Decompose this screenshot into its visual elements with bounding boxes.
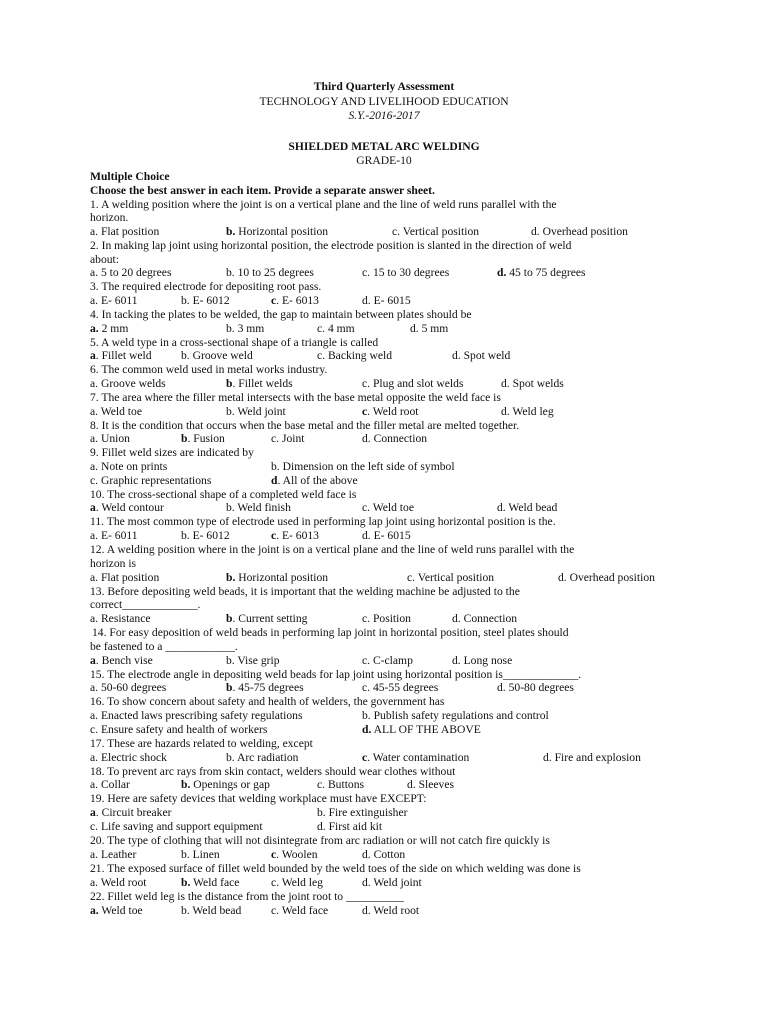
answer-option: c. 45-55 degrees: [362, 681, 439, 694]
answer-option: a. Collar: [90, 778, 130, 791]
answer-option: d. Sleeves: [407, 778, 455, 791]
answer-option: b. Weld face: [181, 876, 240, 889]
question-text: 12. A welding position where in the joint is on a vertical plane and the line of weld runs parallel with the: [90, 543, 575, 556]
question-text: 10. The cross-sectional shape of a completed weld face is: [90, 488, 357, 501]
answer-option: a. Note on prints: [90, 460, 168, 473]
answer-option: c. Weld face: [271, 904, 329, 917]
answer-option: c. Vertical position: [407, 571, 495, 584]
answer-option: a. Weld root: [90, 876, 147, 889]
answer-option: b. Weld finish: [226, 501, 291, 514]
question-text: 9. Fillet weld sizes are indicated by: [90, 446, 254, 459]
answer-option: b. Arc radiation: [226, 751, 299, 764]
answer-option: c. Joint: [271, 432, 305, 445]
answer-option: a. E- 6011: [90, 529, 138, 542]
answer-option: b. Horizontal position: [226, 225, 329, 238]
question-text: horizon is: [90, 557, 137, 570]
answer-option: a. Flat position: [90, 225, 160, 238]
answer-option: c. Woolen: [271, 848, 318, 861]
answer-option: c. E- 6013: [271, 529, 319, 542]
answer-option: d. Weld joint: [362, 876, 422, 889]
question-text: 2. In making lap joint using horizontal position, the electrode position is slanted in the direction of weld: [90, 239, 572, 252]
answer-key-mark: a.: [90, 904, 99, 917]
answer-key-mark: b.: [226, 225, 236, 238]
answer-option: a. Weld contour: [90, 501, 164, 514]
answer-option: c. Position: [362, 612, 411, 625]
question-text: 7. The area where the filler metal intersects with the base metal opposite the weld face is: [90, 391, 501, 404]
answer-option: a. Weld toe: [90, 405, 142, 418]
answer-option: c. Vertical position: [392, 225, 480, 238]
answer-option: a. Leather: [90, 848, 137, 861]
answer-option: c. 4 mm: [317, 322, 355, 335]
answer-option: a. Flat position: [90, 571, 160, 584]
answer-option: a. E- 6011: [90, 294, 138, 307]
question-text: 14. For easy deposition of weld beads in performing lap joint in horizontal position, steel plates should: [92, 626, 569, 639]
answer-option: a. 2 mm: [90, 322, 129, 335]
answer-option: c. Plug and slot welds: [362, 377, 464, 390]
answer-option: c. Weld toe: [362, 501, 414, 514]
answer-option: d. Weld root: [362, 904, 420, 917]
answer-key-mark: a: [90, 654, 96, 667]
answer-option: a. Union: [90, 432, 130, 445]
answer-key-mark: a: [90, 349, 96, 362]
answer-key-mark: d.: [362, 723, 372, 736]
answer-option: a. Electric shock: [90, 751, 167, 764]
question-text: 3. The required electrode for depositing root pass.: [90, 280, 322, 293]
answer-option: c. Ensure safety and health of workers: [90, 723, 268, 736]
question-text: 19. Here are safety devices that welding workplace must have EXCEPT:: [90, 792, 427, 805]
answer-key-mark: c: [362, 751, 368, 764]
answer-option: d. Long nose: [452, 654, 513, 667]
instruction-text: Choose the best answer in each item. Provide a separate answer sheet.: [90, 184, 435, 197]
answer-option: a. 5 to 20 degrees: [90, 266, 172, 279]
answer-key-mark: b: [226, 612, 233, 625]
answer-key-mark: c: [271, 294, 277, 307]
answer-option: d. Connection: [362, 432, 428, 445]
answer-option: b. 3 mm: [226, 322, 265, 335]
answer-option: b. Current setting: [226, 612, 308, 625]
answer-option: c. C-clamp: [362, 654, 413, 667]
question-text: 6. The common weld used in metal works industry.: [90, 363, 328, 376]
answer-option: d. E- 6015: [362, 529, 411, 542]
answer-option: d. ALL OF THE ABOVE: [362, 723, 481, 736]
question-text: 18. To prevent arc rays from skin contact, welders should wear clothes without: [90, 765, 456, 778]
answer-option: d. Connection: [452, 612, 518, 625]
answer-option: d. 45 to 75 degrees: [497, 266, 586, 279]
question-text: 15. The electrode angle in depositing weld beads for lap joint using horizontal position is_____________.: [90, 668, 582, 681]
question-text: 17. These are hazards related to welding, except: [90, 737, 313, 750]
answer-option: c. Life saving and support equipment: [90, 820, 263, 833]
answer-option: d. Spot weld: [452, 349, 511, 362]
answer-option: c. Weld root: [362, 405, 419, 418]
answer-key-mark: c: [362, 405, 368, 418]
question-text: horizon.: [90, 211, 129, 224]
answer-option: d. E- 6015: [362, 294, 411, 307]
question-text: 1. A welding position where the joint is on a vertical plane and the line of weld runs parallel with the: [90, 198, 557, 211]
answer-option: b. Groove weld: [181, 349, 253, 362]
answer-key-mark: b.: [226, 571, 236, 584]
answer-key-mark: a.: [90, 322, 99, 335]
answer-option: b. 45-75 degrees: [226, 681, 304, 694]
question-text: 8. It is the condition that occurs when the base metal and the filler metal are melted together.: [90, 419, 520, 432]
answer-option: d. 50-80 degrees: [497, 681, 574, 694]
answer-key-mark: d.: [497, 266, 507, 279]
answer-option: d. Weld leg: [501, 405, 554, 418]
answer-option: c. 15 to 30 degrees: [362, 266, 450, 279]
subject-title: TECHNOLOGY AND LIVELIHOOD EDUCATION: [259, 95, 509, 108]
question-text: 20. The type of clothing that will not disintegrate from arc radiation or will not catch fire quickly is: [90, 834, 550, 847]
question-text: 22. Fillet weld leg is the distance from the joint root to __________: [90, 890, 404, 903]
answer-option: a. Groove welds: [90, 377, 166, 390]
question-text: 4. In tacking the plates to be welded, the gap to maintain between plates should be: [90, 308, 472, 321]
question-text: 5. A weld type in a cross-sectional shape of a triangle is called: [90, 336, 379, 349]
answer-key-mark: a: [90, 501, 96, 514]
answer-option: c. Backing weld: [317, 349, 393, 362]
answer-key-mark: c: [271, 848, 277, 861]
answer-key-mark: d: [271, 474, 278, 487]
answer-key-mark: b: [226, 681, 233, 694]
answer-option: c. Buttons: [317, 778, 365, 791]
answer-option: b. Weld joint: [226, 405, 286, 418]
answer-option: d. Overhead position: [531, 225, 628, 238]
answer-option: b. Fusion: [181, 432, 225, 445]
answer-option: a. Resistance: [90, 612, 151, 625]
answer-option: a. Bench vise: [90, 654, 153, 667]
answer-option: d. Spot welds: [501, 377, 564, 390]
answer-option: c. E- 6013: [271, 294, 319, 307]
answer-option: c. Graphic representations: [90, 474, 212, 487]
question-text: 13. Before depositing weld beads, it is important that the welding machine be adjusted to the: [90, 585, 520, 598]
question-text: about:: [90, 253, 119, 266]
answer-option: d. Cotton: [362, 848, 406, 861]
answer-option: c. Water contamination: [362, 751, 470, 764]
answer-option: b. Openings or gap: [181, 778, 270, 791]
answer-option: b. 10 to 25 degrees: [226, 266, 314, 279]
answer-option: d. Fire and explosion: [543, 751, 641, 764]
answer-key-mark: c: [271, 529, 277, 542]
answer-key-mark: b: [226, 377, 233, 390]
answer-option: d. 5 mm: [410, 322, 449, 335]
answer-option: d. Weld bead: [497, 501, 558, 514]
question-text: be fastened to a ____________.: [90, 640, 238, 653]
assessment-title: Third Quarterly Assessment: [313, 80, 455, 93]
answer-key-mark: b: [181, 432, 188, 445]
question-text: 21. The exposed surface of fillet weld bounded by the weld toes of the side on which welding was done is: [90, 862, 581, 875]
instruction-text: Multiple Choice: [90, 170, 170, 183]
answer-option: d. All of the above: [271, 474, 358, 487]
answer-option: a. Weld toe: [90, 904, 143, 917]
answer-option: b. Fillet welds: [226, 377, 293, 390]
answer-key-mark: a: [90, 806, 96, 819]
answer-option: b. Vise grip: [226, 654, 280, 667]
answer-option: b. Publish safety regulations and control: [362, 709, 549, 722]
question-text: correct_____________.: [90, 598, 201, 611]
answer-option: a. Circuit breaker: [90, 806, 172, 819]
answer-option: d. First aid kit: [317, 820, 383, 833]
answer-option: a. Fillet weld: [90, 349, 152, 362]
answer-option: a. 50-60 degrees: [90, 681, 167, 694]
answer-option: b. Dimension on the left side of symbol: [271, 460, 455, 473]
answer-key-mark: b.: [181, 876, 191, 889]
question-text: 16. To show concern about safety and health of welders, the government has: [90, 695, 445, 708]
answer-option: b. Horizontal position: [226, 571, 329, 584]
answer-option: c. Weld leg: [271, 876, 323, 889]
answer-option: b. Fire extinguisher: [317, 806, 408, 819]
answer-option: d. Overhead position: [558, 571, 655, 584]
answer-key-mark: b.: [181, 778, 191, 791]
school-year: S.Y.-2016-2017: [348, 109, 420, 122]
grade-label: GRADE-10: [356, 154, 412, 167]
answer-option: a. Enacted laws prescribing safety regulations: [90, 709, 303, 722]
topic-title: SHIELDED METAL ARC WELDING: [288, 140, 480, 153]
answer-option: b. E- 6012: [181, 529, 230, 542]
answer-option: b. Weld bead: [181, 904, 242, 917]
answer-option: b. Linen: [181, 848, 220, 861]
answer-option: b. E- 6012: [181, 294, 230, 307]
question-text: 11. The most common type of electrode used in performing lap joint using horizontal position is the.: [90, 515, 556, 528]
